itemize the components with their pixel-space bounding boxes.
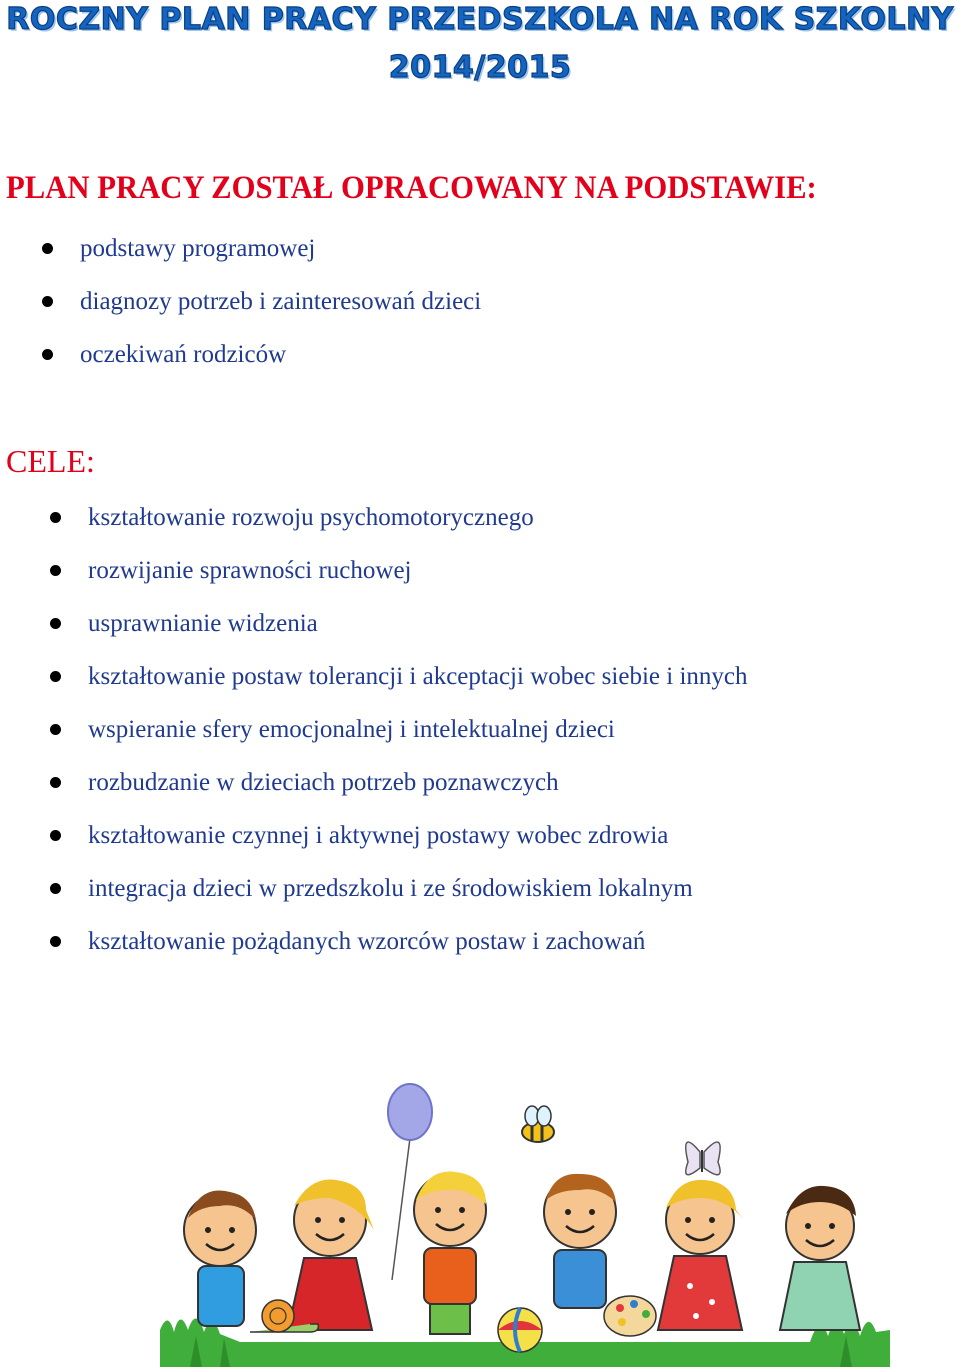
list-item [88,915,748,968]
list-item [88,491,748,544]
list-item [80,222,481,275]
goals-list [88,491,748,968]
list-item [88,544,748,597]
list-item-text: rozbudzanie w dzieciach potrzeb poznawczych [88,769,559,796]
goals-heading: CELE: [6,443,95,479]
list-item-text: integracja dzieci w przedszkolu i ze środowiskiem lokalnym [88,875,693,902]
list-item-text: podstawy programowej [80,235,316,262]
list-item-text: kształtowanie czynnej i aktywnej postawy wobec zdrowia [88,822,669,849]
children-holding-hands-illustration [160,1080,890,1367]
bullet-icon [50,883,61,894]
bullet-icon [50,512,61,523]
bullet-icon [50,565,61,576]
bullet-icon [50,830,61,841]
bullet-icon [50,671,61,682]
bee-icon [522,1106,554,1142]
bullet-icon [42,243,53,254]
list-item-text: rozwijanie sprawności ruchowej [88,557,412,584]
document-title: ROCZNY PLAN PRACY PRZEDSZKOLA NA ROK SZKOLNY [6,2,954,37]
bullet-icon [50,724,61,735]
bullet-icon [50,777,61,788]
butterfly-icon [686,1142,720,1175]
list-item-text: usprawnianie widzenia [88,610,318,637]
bullet-icon [42,349,53,360]
list-item [88,650,748,703]
list-item-text: kształtowanie pożądanych wzorców postaw i zachowań [88,928,646,955]
list-item-text: kształtowanie rozwoju psychomotorycznego [88,504,534,531]
list-item [88,597,748,650]
list-item [80,275,481,328]
list-item [88,756,748,809]
list-item [88,809,748,862]
list-item-text: diagnozy potrzeb i zainteresowań dzieci [80,288,482,315]
basis-list [80,222,481,381]
document-year: 2014/2015 [388,50,572,85]
list-item-text: wspieranie sfery emocjonalnej i intelektualnej dzieci [88,716,615,743]
list-item [88,862,748,915]
palette-icon [604,1296,656,1336]
bullet-icon [42,296,53,307]
bullet-icon [50,936,61,947]
list-item [80,328,481,381]
list-item-text: oczekiwań rodziców [80,341,287,368]
list-item-text: kształtowanie postaw tolerancji i akceptacji wobec siebie i innych [88,663,748,690]
basis-heading: PLAN PRACY ZOSTAŁ OPRACOWANY NA PODSTAWIE: [6,170,817,206]
ball-icon [498,1308,542,1352]
bullet-icon [50,618,61,629]
list-item [88,703,748,756]
